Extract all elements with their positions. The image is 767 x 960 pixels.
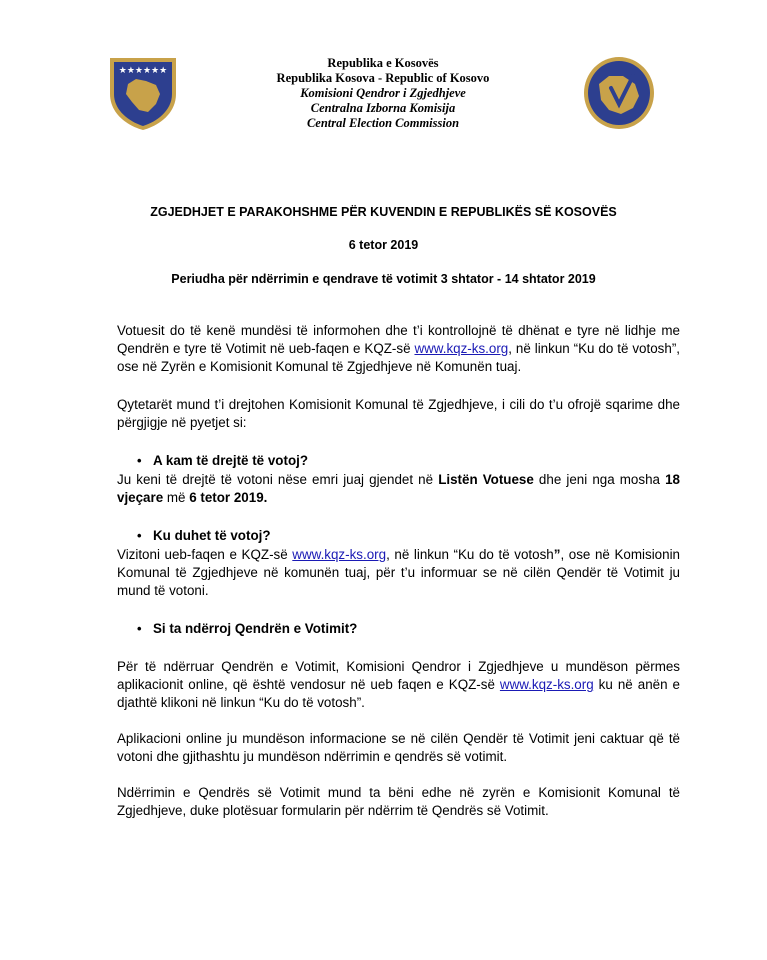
- answer-2-text-b: , në linkun “Ku do të votosh: [386, 547, 554, 562]
- kqz-link-1[interactable]: www.kqz-ks.org: [414, 341, 509, 356]
- bullet-icon: •: [137, 621, 142, 636]
- question-1-text: A kam të drejtë të votoj?: [153, 453, 309, 468]
- answer-1: [117, 471, 680, 507]
- change-center-paragraph: [117, 658, 680, 712]
- bullet-icon: •: [137, 528, 142, 543]
- document-title: ZGJEDHJET E PARAKOHSHME PËR KUVENDIN E REPUBLIKËS SË KOSOVËS: [150, 205, 617, 219]
- kqz-link-2[interactable]: www.kqz-ks.org: [292, 547, 387, 562]
- answer-1-text-a: Ju keni të drejtë të votoni nëse emri juaj gjendet në: [117, 472, 439, 487]
- intro-paragraph: [117, 322, 680, 376]
- cec-logo-icon: [581, 54, 657, 132]
- answer-2: [117, 546, 680, 600]
- answer-1-bold-2: 18 vjeçare: [117, 472, 680, 505]
- answer-2-bold-quote: ”: [553, 547, 561, 562]
- question-3-text: Si ta ndërroj Qendrën e Votimit?: [153, 621, 358, 636]
- answer-1-bold-1: Listën Votuese: [438, 472, 534, 487]
- citizens-paragraph: Qytetarët mund t’i drejtohen Komisionit Komunal të Zgjedhjeve, i cili do t’u ofrojë sqarime dhe përgjigje në pyetjet si:: [117, 397, 680, 430]
- answer-1-text-c: më: [163, 490, 190, 505]
- svg-text:★★★★★★: ★★★★★★: [118, 66, 168, 76]
- office-paragraph: Ndërrimin e Qendrës së Votimit mund ta bëni edhe në zyrën e Komisionit Komunal të Zgjedhjeve, duke plotësuar formularin për ndërrim të Qendrës së Votimit.: [117, 785, 680, 818]
- institution-header: [200, 56, 566, 131]
- change-text-b: ku në anën e djathtë klikoni në linkun “Ku do të votosh”.: [117, 677, 681, 710]
- kqz-link-3[interactable]: www.kqz-ks.org: [499, 677, 594, 692]
- intro-text-a: Votuesit do të kenë mundësi të informohen dhe t’i kontrollojnë të dhënat e tyre në lidhje me Qendrën e tyre të Votimit në ueb-faqen e KQZ-së: [117, 323, 680, 356]
- answer-1-bold-3: 6 tetor 2019.: [189, 490, 268, 505]
- bullet-icon: •: [137, 453, 142, 468]
- answer-1-text-b: dhe jeni nga mosha: [533, 472, 666, 487]
- change-period: Periudha për ndërrimin e qendrave të votimit 3 shtator - 14 shtator 2019: [171, 272, 596, 286]
- question-2-text: Ku duhet të votoj?: [153, 528, 271, 543]
- answer-2-text-a: Vizitoni ueb-faqen e KQZ-së: [117, 547, 293, 562]
- header-line-3: Komisioni Qendror i Zgjedhjeve: [300, 86, 466, 100]
- header-line-5: Central Election Commission: [306, 116, 460, 130]
- kosovo-coat-of-arms-icon: [106, 54, 180, 132]
- header-line-1: Republika e Kosovës: [327, 56, 439, 70]
- change-text-a: Për të ndërruar Qendrën e Votimit, Komisioni Qendror i Zgjedhjeve u mundëson përmes aplikacionit online, që është vendosur në ueb faqen e KQZ-së: [117, 659, 680, 692]
- header-line-2: Republika Kosova - Republic of Kosovo: [276, 71, 490, 85]
- election-date: 6 tetor 2019: [348, 238, 419, 252]
- header-line-4: Centralna Izborna Komisija: [310, 101, 456, 115]
- online-app-paragraph: Aplikacioni online ju mundëson informacione se në cilën Qendër të Votimit jeni caktuar që të votoni dhe gjithashtu ju mundëson ndërrimin e qendrës së votimit.: [117, 731, 680, 764]
- intro-text-b: , në linkun “Ku do të votosh”, ose në Zyrën e Komisionit Komunal të Zgjedhjeve në Komunën tuaj.: [117, 341, 680, 374]
- answer-2-text-c: , ose në Komisionin Komunal të Zgjedhjeve në komunën tuaj, për t’u informuar se në cilën Qendër të Votimit ju mund të votoni.: [117, 547, 680, 598]
